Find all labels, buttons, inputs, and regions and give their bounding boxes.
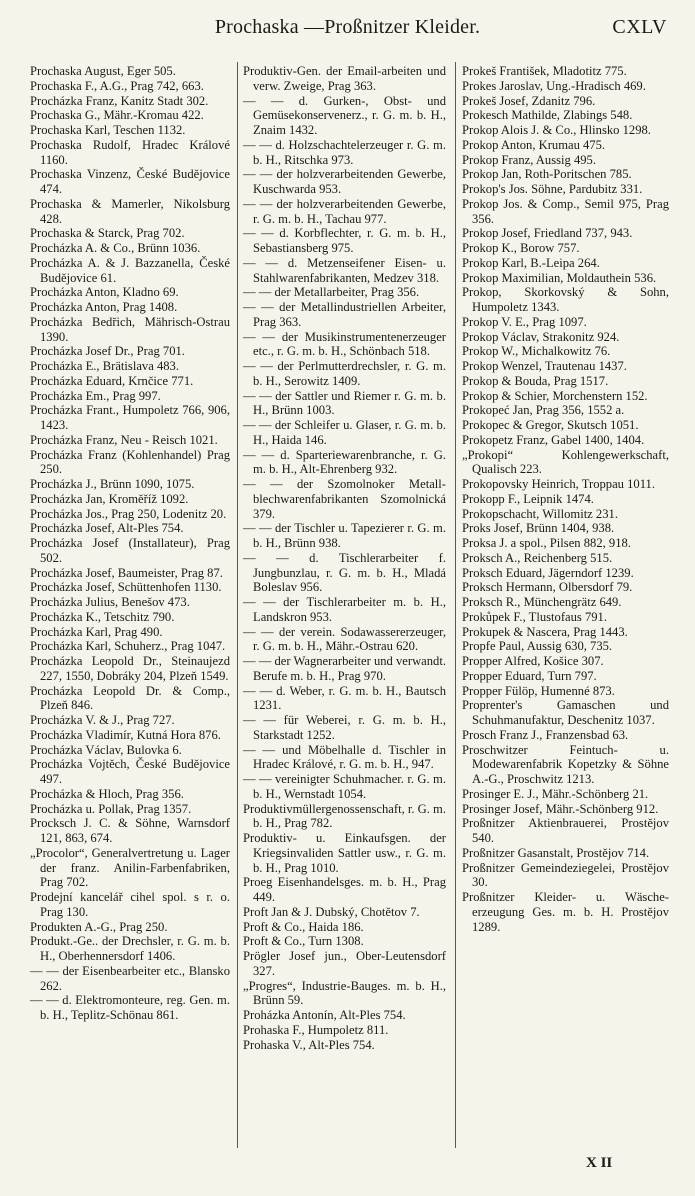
directory-entry: Procházka K., Tetschitz 790.	[30, 609, 175, 624]
page-number: CXLV	[612, 16, 667, 38]
directory-entry: — — d. Weber, r. G. m. b. H., Bautsch 1231.	[243, 683, 446, 713]
page-header	[0, 0, 695, 44]
directory-entry: Prohaska V., Alt-Ples 754.	[243, 1037, 375, 1052]
directory-entry: Procházka & Hloch, Prag 356.	[30, 786, 184, 801]
directory-entry: Proßnitzer Kleider- u. Wäsche-erzeugung Ges. m. b. H. Prostějov 1289.	[462, 890, 669, 934]
directory-entry: — — und Möbelhalle d. Tischler in Hradec Králové, r. G. m. b. H., 947.	[243, 742, 446, 772]
directory-entry: — — der Eisenbearbeiter etc., Blansko 262.	[30, 963, 230, 993]
directory-entry: Prokop Josef, Friedland 737, 943.	[462, 226, 633, 241]
directory-entry: Procházka Jan, Kroměříž 1092.	[30, 491, 189, 506]
directory-entry: Prokopetz Franz, Gabel 1400, 1404.	[462, 432, 645, 447]
directory-entry: — — d. Gurken-, Obst- und Gemüsekonservenerz., r. G. m. b. H., Znaim 1432.	[243, 93, 446, 137]
directory-entry: Prokop & Bouda, Prag 1517.	[462, 373, 609, 388]
directory-entry: Proks Josef, Brünn 1404, 938.	[462, 521, 615, 536]
directory-entry: Proft Jan & J. Dubský, Chotětov 7.	[243, 904, 420, 919]
column-divider	[455, 62, 456, 1148]
directory-entry: Produktiv-Gen. der Email-arbeiten und verw. Zweige, Prag 363.	[243, 64, 446, 93]
directory-entry: — — der Tischler u. Tapezierer r. G. m. b. H., Brünn 938.	[243, 521, 446, 550]
directory-entry: Prohaska F., Humpoletz 811.	[243, 1022, 389, 1037]
directory-entry: Propper Eduard, Turn 797.	[462, 668, 597, 683]
directory-entry: — — der Szomolnoker Metall-blechwarenfabrikanten Szomolnická 379.	[243, 477, 446, 521]
directory-entry: Proßnitzer Gasanstalt, Prostějov 714.	[462, 845, 650, 860]
directory-entry: Prokop Jan, Roth-Poritschen 785.	[462, 167, 632, 182]
directory-entry: Propper Fülöp, Humenné 873.	[462, 683, 615, 698]
directory-entry: Prosinger Josef, Mähr.-Schönberg 912.	[462, 801, 659, 816]
directory-entry: Prosch Franz J., Franzensbad 63.	[462, 727, 629, 742]
directory-entry: — — der Tischlerarbeiter m. b. H., Landskron 953.	[243, 595, 446, 624]
directory-entry: Prokopschacht, Willomitz 231.	[462, 506, 618, 521]
directory-entry: Procházka Franz, Kanitz Stadt 302.	[30, 93, 209, 108]
directory-entry: Proprenter's Gamaschen und Schuhmanufaktur, Deschenitz 1037.	[462, 698, 669, 727]
directory-entry: Prosinger E. J., Mähr.-Schönberg 21.	[462, 786, 649, 801]
directory-entry: Proft & Co., Haida 186.	[243, 919, 364, 934]
column-2	[243, 64, 446, 1052]
directory-entry: — — d. Tischlerarbeiter f. Jungbunzlau, r. G. m. b. H., Mladá Boleslav 956.	[243, 550, 446, 595]
directory-entry: — — vereinigter Schuhmacher. r. G. m. b. H., Wernstadt 1054.	[243, 772, 446, 801]
directory-entry: — — der Metallindustriellen Arbeiter, Prag 363.	[243, 300, 446, 329]
column-3	[462, 64, 669, 934]
directory-entry: Prokupek & Nascera, Prag 1443.	[462, 624, 628, 639]
directory-entry: Prokop Alois J. & Co., Hlinsko 1298.	[462, 123, 651, 137]
directory-entry: Prochaska Karl, Teschen 1132.	[30, 123, 186, 137]
page-title: Prochaska —Proßnitzer Kleider.	[214, 16, 481, 38]
directory-entry: Prokop & Schier, Morchenstern 152.	[462, 388, 648, 403]
directory-entry: Procházka J., Brünn 1090, 1075.	[30, 477, 195, 491]
directory-entry: — — der Metallarbeiter, Prag 356.	[243, 285, 420, 300]
directory-entry: — — d. Metzenseifener Eisen- u. Stahlwarenfabrikanten, Medzev 318.	[243, 255, 446, 285]
directory-entry: „Procolor“, Generalvertretung u. Lager der franz. Anilin-Farbenfabriken, Prag 702.	[30, 845, 230, 890]
directory-entry: — — für Weberei, r. G. m. b. H., Starkstadt 1252.	[243, 713, 446, 742]
directory-entry: Procházka Josef Dr., Prag 701.	[30, 344, 185, 359]
directory-entry: Prokop Karl, B.-Leipa 264.	[462, 255, 600, 270]
directory-entry: Proßnitzer Gemeindeziegelei, Prostějov 30.	[462, 860, 669, 890]
directory-entry: Proksch Hermann, Olbersdorf 79.	[462, 580, 633, 595]
directory-entry: Proházka Antonín, Alt-Ples 754.	[243, 1008, 406, 1022]
directory-entry: Prokesch Mathilde, Zlabings 548.	[462, 108, 633, 123]
directory-entry: Proksch A., Reichenberg 515.	[462, 550, 613, 565]
directory-entry: Produkten A.-G., Prag 250.	[30, 919, 168, 934]
directory-entry: „Prokopi“ Kohlengewerkschaft, Qualisch 223.	[462, 447, 669, 477]
directory-entry: Procházka Leopold Dr., Steinaujezd 227, 1550, Dobráky 204, Plzeň 1549.	[30, 654, 230, 683]
directory-entry: Procházka A. & Co., Brünn 1036.	[30, 241, 201, 255]
directory-entry: — — der holzverarbeitenden Gewerbe, Kuschwarda 953.	[243, 167, 446, 196]
directory-entry: — — der verein. Sodawassererzeuger, r. G. m. b. H., Mähr.-Ostrau 620.	[243, 624, 446, 654]
directory-entry: Prochaska Vinzenz, České Budějovice 474.	[30, 167, 230, 196]
directory-entry: — — der Wagnerarbeiter und verwandt. Berufe m. b. H., Prag 970.	[243, 654, 446, 683]
directory-entry: — — der holzverarbeitenden Gewerbe, r. G. m. b. H., Tachau 977.	[243, 196, 446, 226]
directory-entry: Prokes Jaroslav, Ung.-Hradisch 469.	[462, 78, 646, 93]
directory-entry: Prokop Anton, Krumau 475.	[462, 137, 606, 152]
directory-entry: Procházka Anton, Kladno 69.	[30, 285, 179, 300]
directory-entry: — — d. Korbflechter, r. G. m. b. H., Sebastiansberg 975.	[243, 226, 446, 255]
directory-entry: Procházka Josef, Baumeister, Prag 87.	[30, 565, 223, 580]
directory-entry: Procházka Franz (Kohlenhandel) Prag 250.	[30, 447, 230, 477]
directory-entry: Prokopeć Jan, Prag 356, 1552 a.	[462, 403, 625, 418]
directory-entry: — — der Musikinstrumentenerzeuger etc., r. G. m. b. H., Schönbach 518.	[243, 329, 446, 359]
directory-entry: Procházka Frant., Humpoletz 766, 906, 1423.	[30, 403, 230, 432]
directory-entry: Procházka Leopold Dr. & Comp., Plzeň 846.	[30, 683, 230, 713]
directory-entry: Prokop W., Michalkowitz 76.	[462, 344, 611, 359]
directory-entry: Procházka Vojtěch, České Budějovice 497.	[30, 757, 230, 786]
directory-entry: Prochaska & Mamerler, Nikolsburg 428.	[30, 196, 230, 226]
directory-entry: Proßnitzer Aktienbrauerei, Prostějov 540.	[462, 816, 669, 845]
directory-entry: — — d. Holzschachtelerzeuger r. G. m. b. H., Ritschka 973.	[243, 137, 446, 167]
directory-entry: Prokopovsky Heinrich, Troppau 1011.	[462, 477, 655, 491]
directory-entry: Produktivmüllergenossenschaft, r. G. m. b. H., Prag 782.	[243, 801, 446, 831]
column-1	[30, 64, 230, 1023]
directory-entry: Procházka V. & J., Prag 727.	[30, 713, 175, 727]
directory-entry: Procházka Bedřich, Mährisch-Ostrau 1390.	[30, 314, 230, 344]
directory-entry: Procházka Vladimír, Kutná Hora 876.	[30, 727, 221, 742]
directory-entry: Prochaska August, Eger 505.	[30, 64, 176, 78]
directory-entry: Procksch J. C. & Söhne, Warnsdorf 121, 863, 674.	[30, 816, 230, 845]
directory-entry: Prokop Franz, Aussig 495.	[462, 152, 596, 167]
directory-entry: Prokop V. E., Prag 1097.	[462, 314, 587, 329]
directory-entry: Proksa J. a spol., Pilsen 882, 918.	[462, 536, 631, 550]
directory-entry: Prokop's Jos. Söhne, Pardubitz 331.	[462, 182, 643, 196]
directory-entry: Produkt.-Ge.. der Drechsler, r. G. m. b. H., Oberhennersdorf 1406.	[30, 934, 230, 963]
directory-entry: Proft & Co., Turn 1308.	[243, 934, 364, 949]
directory-entry: Procházka Franz, Neu - Reisch 1021.	[30, 432, 218, 447]
directory-entry: Proschwitzer Feintuch- u. Modewarenfabrik Kopetzky & Söhne A.-G., Proschwitz 1213.	[462, 742, 669, 786]
directory-entry: Procházka u. Pollak, Prag 1357.	[30, 801, 192, 816]
directory-entry: Procházka A. & J. Bazzanella, České Budějovice 61.	[30, 255, 230, 285]
directory-entry: Prokop, Skorkovský & Sohn, Humpoletz 1343.	[462, 285, 669, 314]
directory-entry: Procházka Josef, Schüttenhofen 1130.	[30, 580, 222, 595]
directory-entry: Prokop K., Borow 757.	[462, 241, 580, 255]
directory-entry: Produktiv- u. Einkaufsgen. der Kriegsinvaliden Sattler usw., r. G. m. b. H., Prag 1010.	[243, 831, 446, 875]
directory-entry: Procházka Václav, Bulovka 6.	[30, 742, 182, 757]
directory-entry: — — der Sattler und Riemer r. G. m. b. H., Brünn 1003.	[243, 388, 446, 418]
printer-signature: X II	[586, 1155, 613, 1171]
directory-entry: — — der Perlmutterdrechsler, r. G. m. b. H., Serowitz 1409.	[243, 359, 446, 388]
directory-entry: Prochaska Rudolf, Hradec Králové 1160.	[30, 137, 230, 167]
directory-entry: Procházka Jos., Prag 250, Lodenitz 20.	[30, 506, 227, 521]
directory-entry: Prochaska G., Mähr.-Kromau 422.	[30, 108, 204, 123]
directory-entry: Prokůpek F., Tlustofaus 791.	[462, 609, 607, 624]
directory-entry: Procházka Anton, Prag 1408.	[30, 300, 178, 314]
directory-entry: — — d. Sparteriewarenbranche, r. G. m. b. H., Alt-Ehrenberg 932.	[243, 447, 446, 477]
directory-entry: Prokop Maximilian, Moldauthein 536.	[462, 270, 657, 285]
directory-entry: Proksch Eduard, Jägerndorf 1239.	[462, 565, 634, 580]
directory-entry: „Progres“, Industrie-Bauges. m. b. H., Brünn 59.	[243, 978, 446, 1008]
directory-entry: Prokop Václav, Strakonitz 924.	[462, 329, 620, 344]
directory-entry: Propfe Paul, Aussig 630, 735.	[462, 639, 613, 654]
directory-entry: Prodejní kancelář cihel spol. s r. o. Prag 130.	[30, 890, 230, 919]
directory-entry: Procházka Em., Prag 997.	[30, 388, 161, 403]
directory-entry: Prögler Josef jun., Ober-Leutensdorf 327.	[243, 949, 446, 978]
directory-entry: Prokeš František, Mladotitz 775.	[462, 64, 627, 78]
directory-entry: Prochaska & Starck, Prag 702.	[30, 226, 185, 241]
directory-entry: Prokop Jos. & Comp., Semil 975, Prag 356.	[462, 196, 669, 226]
directory-entry: Procházka Julius, Benešov 473.	[30, 595, 190, 609]
directory-entry: Procházka Karl, Prag 490.	[30, 624, 163, 639]
directory-entry: Propper Alfred, Košice 307.	[462, 654, 604, 668]
directory-entry: Prokopp F., Leipnik 1474.	[462, 491, 594, 506]
directory-entry: Prokeš Josef, Zdanitz 796.	[462, 93, 596, 108]
directory-entry: Prochaska F., A.G., Prag 742, 663.	[30, 78, 204, 93]
directory-entry: — — der Schleifer u. Glaser, r. G. m. b. H., Haida 146.	[243, 418, 446, 447]
directory-entry: Procházka Josef (Installateur), Prag 502.	[30, 536, 230, 565]
directory-entry: Procházka Eduard, Krnčice 771.	[30, 373, 194, 388]
directory-entry: Procházka Karl, Schuherz., Prag 1047.	[30, 639, 226, 654]
directory-entry: Procházka E., Brätislava 483.	[30, 359, 179, 373]
directory-entry: Procházka Josef, Alt-Ples 754.	[30, 521, 184, 536]
directory-entry: Prokopec & Gregor, Skutsch 1051.	[462, 418, 639, 432]
directory-entry: Proksch R., Münchengrätz 649.	[462, 595, 622, 609]
directory-entry: Prokop Wenzel, Trautenau 1437.	[462, 359, 627, 373]
directory-entry: — — d. Elektromonteure, reg. Gen. m. b. H., Teplitz-Schönau 861.	[30, 993, 230, 1022]
directory-entry: Proeg Eisenhandelsges. m. b. H., Prag 449.	[243, 875, 446, 904]
column-divider	[237, 62, 238, 1148]
